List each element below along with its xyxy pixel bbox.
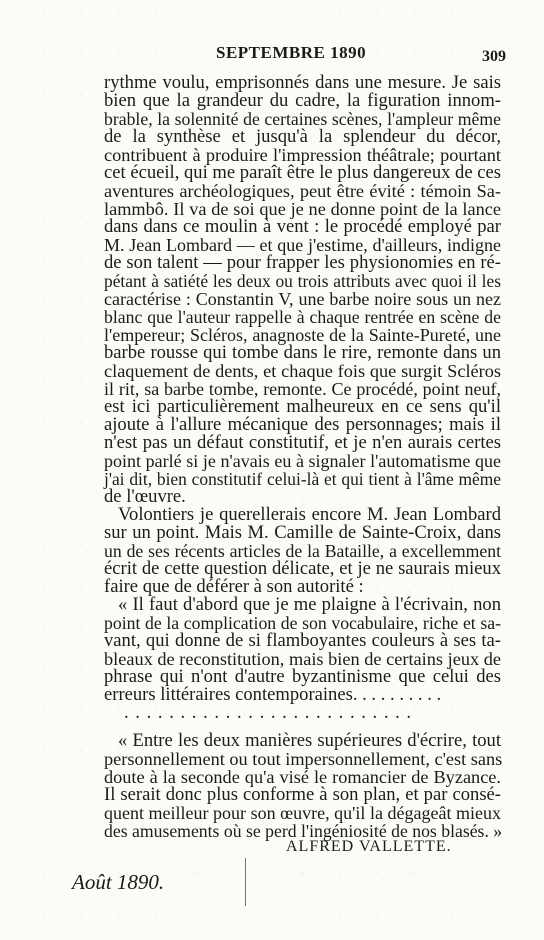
text-line: aventures archéologiques, peut être évité : témoin Sa- bbox=[104, 181, 501, 201]
text-line: point parlé si je n'avais eu à signaler l'automatisme que bbox=[104, 451, 501, 471]
text-line: rythme voulu, emprisonnés dans une mesure. Je sais bbox=[104, 72, 501, 93]
text-line: pétant à satiété les deux ou trois attributs avec quoi il les bbox=[104, 271, 501, 291]
text-line: bien que la grandeur du cadre, la figuration innom- bbox=[104, 90, 501, 111]
text-line: sur un point. Mais M. Camille de Sainte-Croix, dans bbox=[104, 522, 501, 543]
text-line: Il serait donc plus conforme à son plan, et par consé- bbox=[104, 784, 501, 805]
page-header bbox=[104, 40, 506, 64]
text-line: contribuent à produire l'impression théâtrale; pourtant bbox=[104, 145, 501, 165]
text-line: de l'œuvre. bbox=[104, 486, 186, 507]
paragraph-2 bbox=[104, 506, 501, 596]
text-line: l'empereur; Scléros, anagnoste de la Sainte-Pureté, une bbox=[104, 325, 501, 345]
page-number: 309 bbox=[482, 48, 506, 65]
body-text bbox=[104, 74, 501, 840]
text-line: personnellement ou tout impersonnellement, c'est sans bbox=[104, 749, 503, 769]
text-line: « Il faut d'abord que je me plaigne à l'écrivain, non bbox=[118, 594, 501, 615]
text-line: brable, la solennité de certaines scènes, l'ampleur même bbox=[104, 109, 501, 129]
text-line: claquement de dents, et chaque fois que surgit Scléros bbox=[104, 361, 501, 381]
text-line: erreurs littéraires contemporaines. . . . . . . . . . bbox=[104, 684, 442, 705]
text-line: de la synthèse et jusqu'à la splendeur du décor, bbox=[104, 126, 501, 147]
text-line: blanc que l'auteur rappelle à chaque rentrée en scène de bbox=[104, 307, 501, 327]
text-line: phrase qui n'ont d'autre byzantinisme que celui des bbox=[104, 666, 501, 687]
text-line: M. Jean Lombard — et que j'estime, d'ailleurs, indigne bbox=[104, 235, 501, 255]
text-line: faire que de déférer à son autorité : bbox=[104, 576, 364, 597]
margin-mark bbox=[245, 858, 246, 906]
date-line: Août 1890. bbox=[72, 870, 165, 894]
text-line: bleaux de reconstitution, mais bien de certains jeux de bbox=[104, 649, 501, 669]
text-line: un de ses récents articles de la Bataille, a excellemment bbox=[104, 541, 501, 561]
text-line: lammbô. Il va de soi que je ne donne point de la lance bbox=[104, 199, 501, 219]
text-line: caractérise : Constantin V, une barbe noire sous un nez bbox=[104, 289, 501, 309]
paragraph-3-quote bbox=[104, 596, 501, 704]
paragraph-4-quote bbox=[104, 732, 501, 840]
running-title: SEPTEMBRE 1890 bbox=[216, 43, 367, 62]
text-line: point de la complication de son vocabulaire, riche et sa- bbox=[104, 613, 501, 633]
text-line: « Entre les deux manières supérieures d'écrire, tout bbox=[118, 730, 501, 751]
text-line: cet écueil, qui me paraît être le plus dangereux de ces bbox=[104, 162, 501, 183]
text-line: ajoute à l'allure mécanique des personnages; mais il bbox=[104, 414, 501, 435]
text-line: vant, qui donne de si flamboyantes couleurs à ses ta- bbox=[104, 630, 501, 651]
text-line: n'est pas un défaut constitutif, et je n'en aurais certes bbox=[104, 432, 501, 453]
text-line: écrit de cette question délicate, et je ne saurais mieux bbox=[104, 558, 501, 579]
text-line: de son talent — pour frapper les physionomies en ré- bbox=[104, 252, 501, 273]
paragraph-1 bbox=[104, 74, 501, 506]
text-line: Volontiers je querellerais encore M. Jean Lombard bbox=[118, 504, 501, 525]
text-line: j'ai dit, bien constitutif celui-là et qui tient à l'âme même bbox=[104, 469, 501, 489]
text-line: dans dans ce moulin à vent : le procédé employé par bbox=[104, 216, 501, 237]
text-line: quent meilleur pour son œuvre, qu'il la dégageât mieux bbox=[104, 803, 501, 823]
text-line: des amusements où se perd l'ingéniosité de nos blasés. » bbox=[104, 821, 503, 841]
text-line: doute à la seconde qu'a visé le romancier de Byzance. bbox=[104, 767, 501, 787]
text-line: il rit, sa barbe tombe, remonte. Ce procédé, point neuf, bbox=[104, 379, 501, 399]
text-line: est ici particulièrement malheureux en ce sens qu'il bbox=[104, 396, 501, 417]
author-signature: ALFRED VALLETTE. bbox=[286, 838, 452, 855]
text-line: barbe rousse qui tombe dans le rire, remonte dans un bbox=[104, 342, 501, 363]
ellipsis-line: . . . . . . . . . . . . . . . . . . . . . . . . . . bbox=[124, 702, 413, 723]
